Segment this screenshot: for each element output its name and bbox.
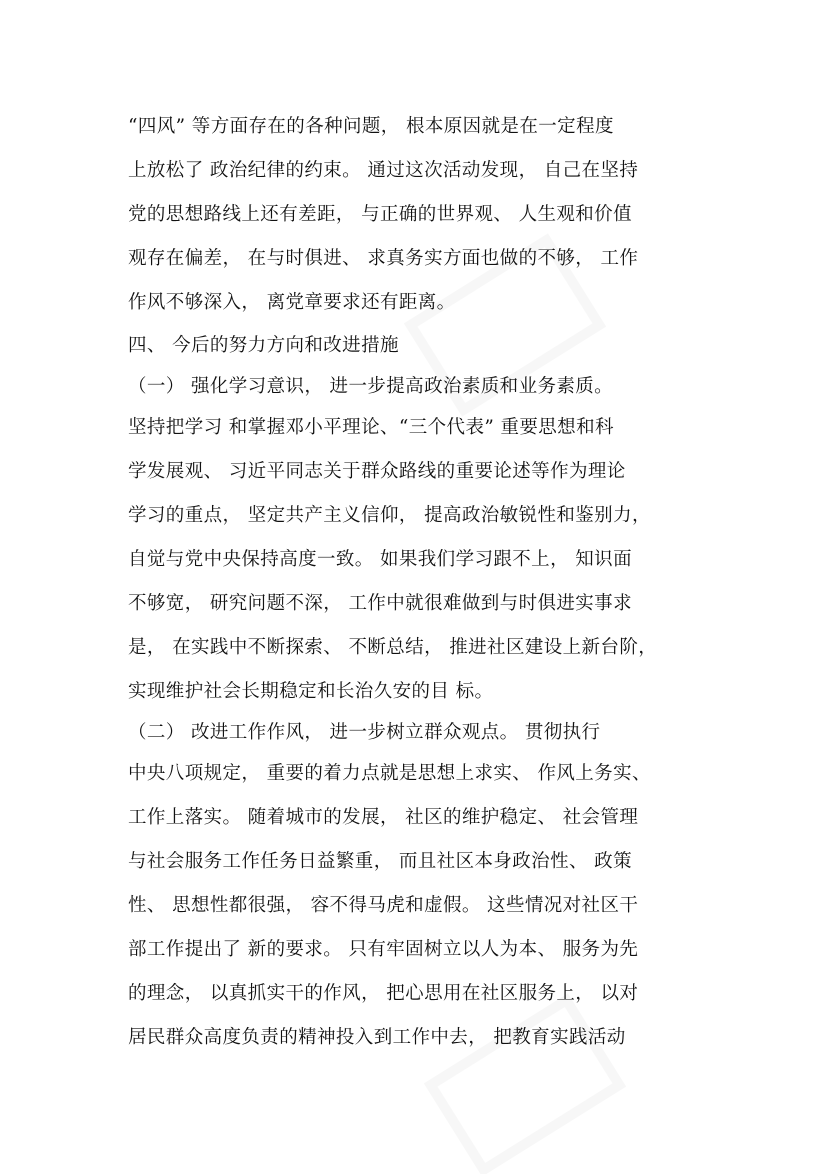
text-line: 观存在偏差， 在与时俱进、 求真务实方面也做的不够， 工作 xyxy=(128,248,639,269)
text-line: 作风不够深入， 离党章要求还有距离。 xyxy=(128,292,456,313)
text-line: 学发展观、 习近平同志关于群众路线的重要论述等作为理论 xyxy=(128,461,626,482)
text-line: 是， 在实践中不断探索、 不断总结， 推进社区建设上新台阶， xyxy=(128,637,658,658)
subsection-heading: （二） 改进工作作风， 进一步树立群众观点。 贯彻执行 xyxy=(128,722,601,743)
text-line: 的理念， 以真抓实干的作风， 把心思用在社区服务上， 以对 xyxy=(128,983,639,1004)
text-line: 实现维护社会长期稳定和长治久安的目 标。 xyxy=(128,681,494,702)
text-line: 不够宽， 研究问题不深， 工作中就很难做到与时俱进实事求 xyxy=(128,593,632,614)
text-line: 学习的重点， 坚定共产主义信仰， 提高政治敏锐性和鉴别力， xyxy=(128,505,651,526)
watermark-logo xyxy=(424,993,626,1174)
text-line: 部工作提出了 新的要求。 只有牢固树立以人为本、 服务为先 xyxy=(128,939,639,960)
text-line: 中央八项规定， 重要的着力点就是思想上求实、 作风上务实、 xyxy=(128,763,651,784)
text-line: 居民群众高度负责的精神投入到工作中去， 把教育实践活动 xyxy=(128,1027,626,1048)
subsection-heading: （一） 强化学习意识， 进一步提高政治素质和业务素质。 xyxy=(128,376,614,397)
text-line: 自觉与党中央保持高度一致。 如果我们学习跟不上， 知识面 xyxy=(128,549,632,570)
text-line: 党的思想路线上还有差距， 与正确的世界观、 人生观和价值 xyxy=(128,204,632,225)
section-heading: 四、 今后的努力方向和改进措施 xyxy=(128,335,399,356)
text-line: 上放松了 政治纪律的约束。 通过这次活动发现， 自己在坚持 xyxy=(128,160,639,181)
text-line: “四风” 等方面存在的各种问题， 根本原因就是在一定程度 xyxy=(128,116,614,137)
text-line: 性、 思想性都很强， 容不得马虎和虚假。 这些情况对社区干 xyxy=(128,895,639,916)
text-line: 坚持把学习 和掌握邓小平理论、“三个代表” 重要思想和科 xyxy=(128,417,614,438)
text-line: 工作上落实。 随着城市的发展， 社区的维护稳定、 社会管理 xyxy=(128,807,639,828)
text-line: 与社会服务工作任务日益繁重， 而且社区本身政治性、 政策 xyxy=(128,851,632,872)
